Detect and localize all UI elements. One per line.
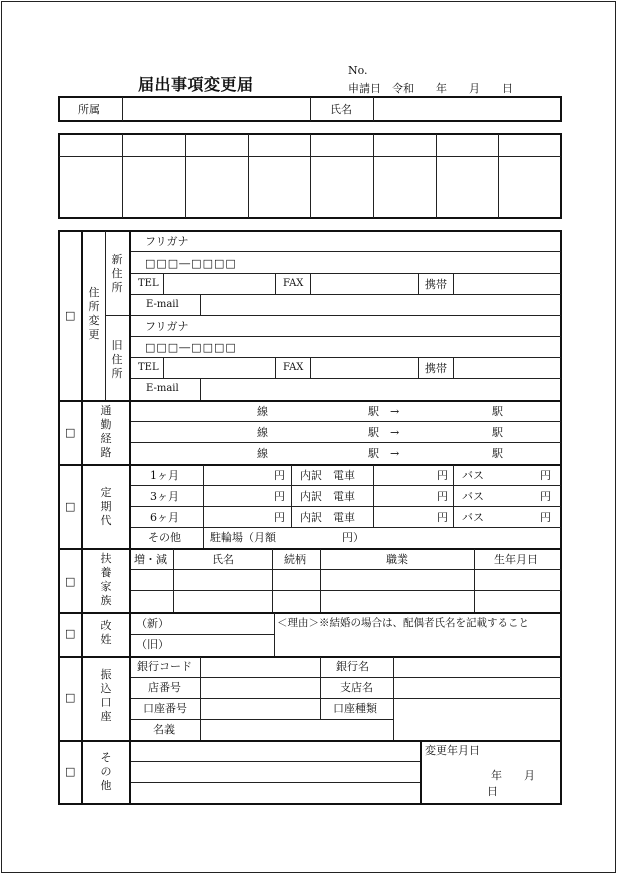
old-mobile-label: 携帯 xyxy=(425,362,447,375)
pass-1month-bus-yen: 円 xyxy=(540,469,551,482)
bank-account-checkbox[interactable]: □ xyxy=(65,691,76,704)
surname-change-checkbox[interactable]: □ xyxy=(65,627,76,640)
name-field[interactable] xyxy=(375,98,560,120)
pass-6month-label: 6ヶ月 xyxy=(150,511,179,524)
pass-other-label: その他 xyxy=(148,531,181,544)
dependents-label: 扶養家族 xyxy=(100,552,112,607)
route3-line: 線 xyxy=(257,447,268,460)
address-change-label: 住所変更 xyxy=(88,286,100,341)
route2-station-from: 駅 → xyxy=(368,426,400,439)
other-label: その他 xyxy=(100,751,112,792)
form-title: 届出事項変更届 xyxy=(138,75,254,94)
address-change-checkbox[interactable]: □ xyxy=(65,309,76,322)
account-type-label: 口座種類 xyxy=(333,702,377,715)
pass-6month-train-label: 内訳 電車 xyxy=(300,511,355,524)
dependents-checkbox[interactable]: □ xyxy=(65,575,76,588)
new-postal-code-field[interactable]: □□□―□□□□ xyxy=(145,257,237,270)
pass-1month-label: 1ヶ月 xyxy=(150,469,179,482)
account-number-label: 口座番号 xyxy=(143,702,187,715)
old-tel-label: TEL xyxy=(138,362,159,373)
new-mobile-label: 携帯 xyxy=(425,278,447,291)
new-tel-label: TEL xyxy=(138,278,159,289)
bank-code-label: 銀行コード xyxy=(137,660,192,673)
change-date-day: 日 xyxy=(487,785,498,798)
route2-station-to: 駅 xyxy=(492,426,503,439)
pass-3month-yen: 円 xyxy=(274,490,285,503)
dependents-name-header: 氏名 xyxy=(212,553,234,566)
surname-reason-label: ＜理由＞※結婚の場合は、配偶者氏名を記載すること xyxy=(277,617,529,629)
other-checkbox[interactable]: □ xyxy=(65,765,76,778)
old-furigana-label: フリガナ xyxy=(145,320,189,333)
application-date-label: 申請日 令和 年 月 日 xyxy=(348,82,513,95)
route1-station-from: 駅 → xyxy=(368,405,400,418)
dependents-change-header: 増・減 xyxy=(134,553,167,566)
pass-3month-train-yen: 円 xyxy=(437,490,448,503)
dependents-relation-header: 続柄 xyxy=(284,553,306,566)
name-label: 氏名 xyxy=(330,103,352,116)
document-number-label: No. xyxy=(348,64,368,77)
commute-route-label: 通勤経路 xyxy=(100,404,112,459)
surname-new-label: （新） xyxy=(136,617,169,630)
commuter-pass-checkbox[interactable]: □ xyxy=(65,500,76,513)
bank-name-label: 銀行名 xyxy=(336,660,369,673)
surname-old-label: （旧） xyxy=(136,638,169,651)
old-address-label: 旧住所 xyxy=(111,339,123,380)
pass-6month-yen: 円 xyxy=(274,511,285,524)
affiliation-label: 所属 xyxy=(78,103,100,116)
route2-line: 線 xyxy=(257,426,268,439)
pass-6month-train-yen: 円 xyxy=(437,511,448,524)
new-email-label: E-mail xyxy=(146,299,179,310)
branch-number-label: 店番号 xyxy=(148,681,181,694)
old-email-label: E-mail xyxy=(146,383,179,394)
route1-line: 線 xyxy=(257,405,268,418)
dependents-occupation-header: 職業 xyxy=(386,553,408,566)
route1-station-to: 駅 xyxy=(492,405,503,418)
pass-3month-bus-yen: 円 xyxy=(540,490,551,503)
pass-6month-bus-yen: 円 xyxy=(540,511,551,524)
pass-1month-train-yen: 円 xyxy=(437,469,448,482)
pass-6month-bus-label: バス xyxy=(462,511,484,524)
old-postal-code-field[interactable]: □□□―□□□□ xyxy=(145,341,237,354)
affiliation-field[interactable] xyxy=(124,98,308,120)
pass-3month-bus-label: バス xyxy=(462,490,484,503)
pass-3month-train-label: 内訳 電車 xyxy=(300,490,355,503)
parking-fee-label: 駐輪場（月額 円） xyxy=(210,531,364,544)
commute-route-checkbox[interactable]: □ xyxy=(65,426,76,439)
pass-3month-label: 3ヶ月 xyxy=(150,490,179,503)
new-fax-label: FAX xyxy=(283,278,304,289)
commuter-pass-label: 定期代 xyxy=(100,486,112,527)
branch-name-label: 支店名 xyxy=(340,681,373,694)
dependents-birthdate-header: 生年月日 xyxy=(494,553,538,566)
new-address-label: 新住所 xyxy=(111,253,123,294)
route3-station-to: 駅 xyxy=(492,447,503,460)
change-date-label: 変更年月日 xyxy=(425,744,480,757)
pass-1month-bus-label: バス xyxy=(462,469,484,482)
route3-station-from: 駅 → xyxy=(368,447,400,460)
new-furigana-label: フリガナ xyxy=(145,235,189,248)
bank-account-label: 振込口座 xyxy=(100,668,112,723)
change-date-year-month: 年 月 xyxy=(491,769,535,782)
pass-1month-yen: 円 xyxy=(274,469,285,482)
old-fax-label: FAX xyxy=(283,362,304,373)
surname-change-label: 改姓 xyxy=(100,619,112,646)
account-holder-label: 名義 xyxy=(153,723,175,736)
pass-1month-train-label: 内訳 電車 xyxy=(300,469,355,482)
